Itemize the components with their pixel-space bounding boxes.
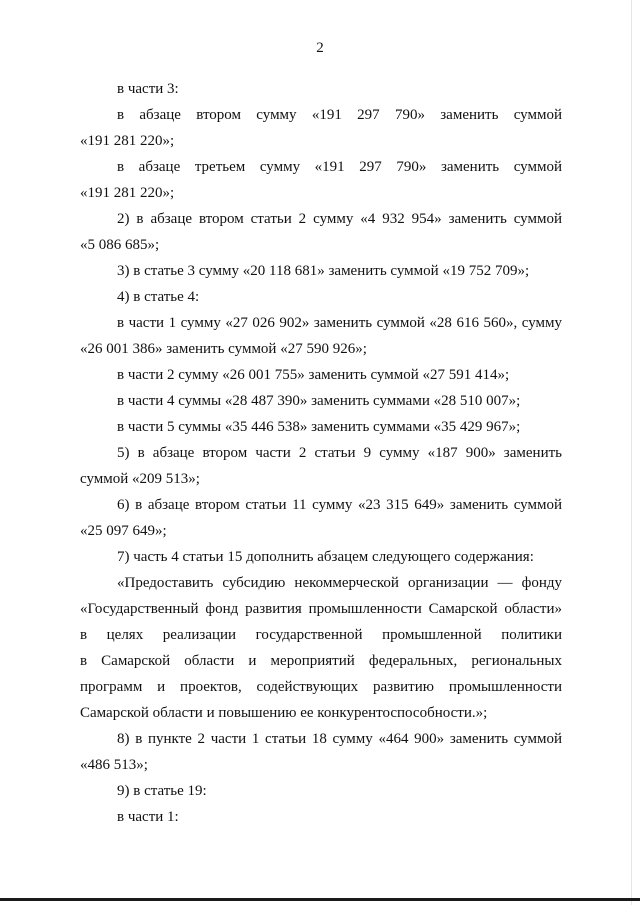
paragraph-line: в абзаце втором сумму «191 297 790» заменить суммой: [117, 107, 562, 123]
paragraph-line: в части 1:: [117, 809, 179, 825]
paragraph: [80, 310, 562, 362]
paragraph-line: «Государственный фонд развития промышленности Самарской области»: [80, 601, 562, 617]
paragraph-line: в абзаце третьем сумму «191 297 790» заменить суммой: [117, 159, 562, 175]
paragraph-line: 7) часть 4 статьи 15 дополнить абзацем следующего содержания:: [117, 549, 534, 565]
document-body: [80, 76, 562, 830]
paragraph-line: суммой «209 513»;: [80, 471, 200, 487]
paragraph-line: Самарской области и повышению ее конкурентоспособности.»;: [80, 705, 488, 721]
paragraph-line: в части 1 сумму «27 026 902» заменить суммой «28 616 560», сумму: [117, 315, 562, 331]
paragraph-line: программ и проектов, содействующих развитию промышленности: [80, 679, 562, 695]
paragraph: [80, 492, 562, 544]
paragraph-line: 4) в статье 4:: [117, 289, 200, 305]
paragraph-line: в части 4 суммы «28 487 390» заменить суммами «28 510 007»;: [117, 393, 521, 409]
paragraph: [80, 362, 562, 388]
scan-edge-line: [631, 0, 632, 905]
paragraph: [80, 804, 562, 830]
paragraph-line: «486 513»;: [80, 757, 148, 773]
paragraph-line: в Самарской области и мероприятий федеральных, региональных: [80, 653, 562, 669]
paragraph: [80, 388, 562, 414]
paragraph: [80, 76, 562, 102]
paragraph: [80, 726, 562, 778]
paragraph: [80, 778, 562, 804]
paragraph: [80, 414, 562, 440]
paragraph-line: в целях реализации государственной промышленной политики: [80, 627, 562, 643]
paragraph-line: 9) в статье 19:: [117, 783, 207, 799]
paragraph-line: «25 097 649»;: [80, 523, 167, 539]
paragraph: [80, 544, 562, 570]
paragraph-line: «Предоставить субсидию некоммерческой организации — фонду: [117, 575, 562, 591]
paragraph: [80, 570, 562, 726]
paragraph-line: в части 3:: [117, 81, 179, 97]
paragraph-line: в части 5 суммы «35 446 538» заменить суммами «35 429 967»;: [117, 419, 521, 435]
paragraph-line: «191 281 220»;: [80, 185, 175, 201]
paragraph: [80, 258, 562, 284]
paragraph: [80, 102, 562, 154]
paragraph: [80, 154, 562, 206]
paragraph: [80, 206, 562, 258]
bottom-rule: [0, 898, 640, 901]
paragraph-line: «26 001 386» заменить суммой «27 590 926»;: [80, 341, 367, 357]
paragraph-line: 5) в абзаце втором части 2 статьи 9 сумму «187 900» заменить: [117, 445, 562, 461]
paragraph-line: 8) в пункте 2 части 1 статьи 18 сумму «464 900» заменить суммой: [117, 731, 562, 747]
paragraph-line: «5 086 685»;: [80, 237, 160, 253]
paragraph-line: 2) в абзаце втором статьи 2 сумму «4 932 954» заменить суммой: [117, 211, 562, 227]
paragraph-line: «191 281 220»;: [80, 133, 175, 149]
paragraph: [80, 440, 562, 492]
page-number: 2: [316, 40, 324, 56]
paragraph-line: 3) в статье 3 сумму «20 118 681» заменить суммой «19 752 709»;: [117, 263, 530, 279]
paragraph-line: в части 2 сумму «26 001 755» заменить суммой «27 591 414»;: [117, 367, 510, 383]
paragraph: [80, 284, 562, 310]
paragraph-line: 6) в абзаце втором статьи 11 сумму «23 315 649» заменить суммой: [117, 497, 562, 513]
